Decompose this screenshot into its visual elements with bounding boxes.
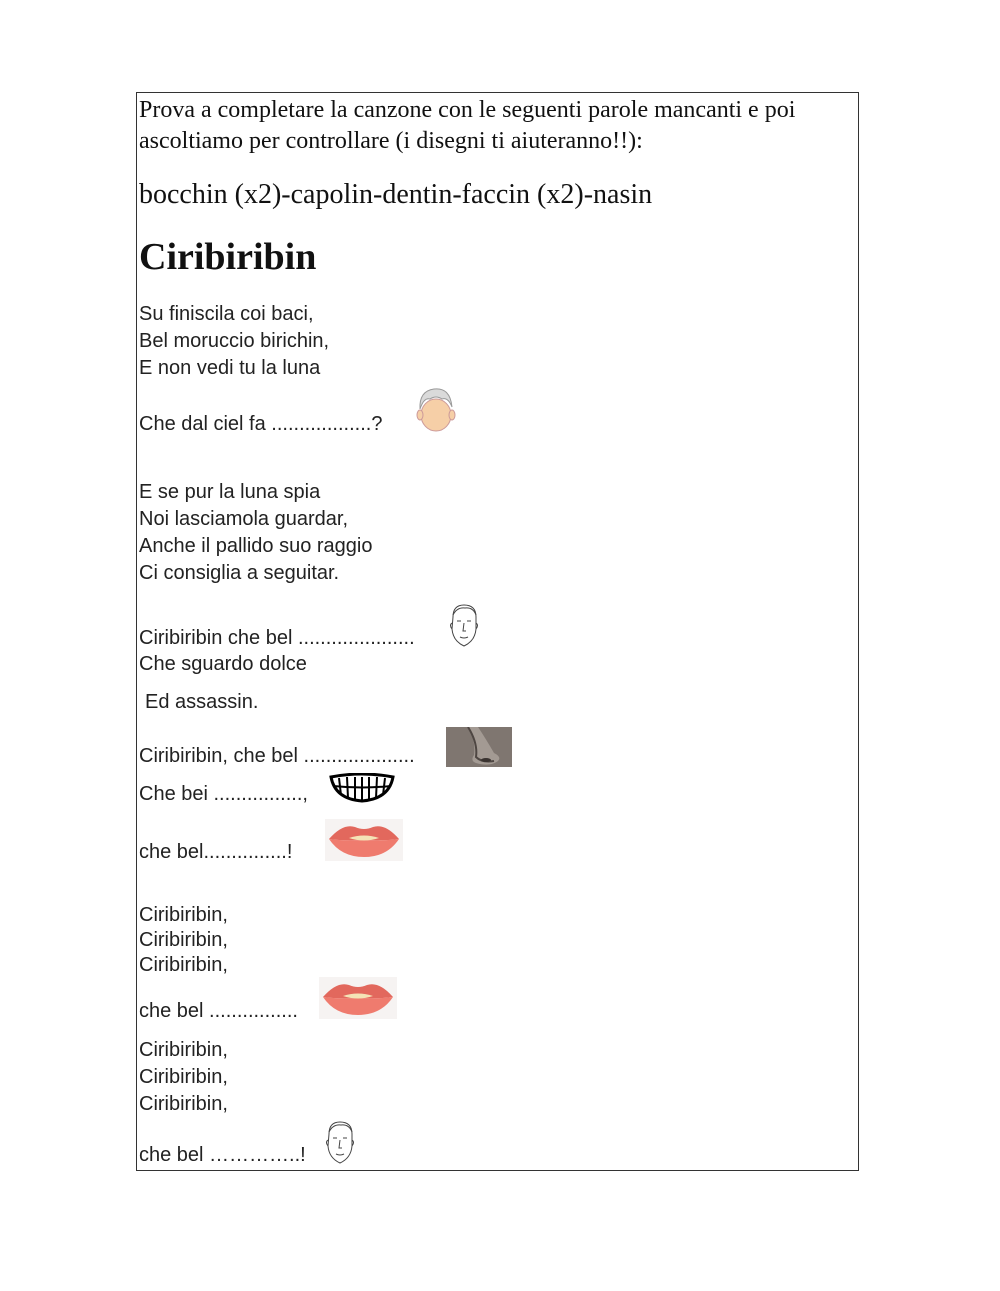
instructions-text: Prova a completare la canzone con le seguenti parole mancanti e poi ascoltiamo per controllare (i disegni ti aiuteranno!!): bbox=[139, 97, 796, 154]
lyric-line: Ciribiribin, bbox=[139, 954, 228, 976]
lyric-line: Ci consiglia a seguitar. bbox=[139, 562, 340, 584]
lyric-line: E se pur la luna spia bbox=[139, 481, 321, 503]
lyric-line: Ciribiribin, bbox=[139, 904, 228, 926]
song-title: Ciribiribin bbox=[139, 236, 317, 278]
face-sketch-icon bbox=[321, 1118, 359, 1166]
blank-line-bocchin-1: che bel...............! bbox=[139, 841, 293, 863]
lyric-line: Noi lasciamola guardar, bbox=[139, 508, 348, 530]
stanza-3 bbox=[139, 903, 228, 978]
blank-line-faccin-1: Ciribiribin che bel ..................... bbox=[139, 627, 415, 649]
face-sketch-icon bbox=[445, 601, 483, 649]
blank-line-capolin: Che dal ciel fa ..................? bbox=[139, 413, 383, 435]
lyric-line: Anche il pallido suo raggio bbox=[139, 535, 373, 557]
head-with-hair-icon bbox=[414, 385, 458, 433]
lyric-line: Bel moruccio birichin, bbox=[139, 330, 330, 352]
lips-icon bbox=[319, 977, 397, 1019]
stanza-1 bbox=[139, 301, 329, 382]
lyric-line-assassin: Ed assassin. bbox=[145, 691, 259, 713]
blank-line-faccin-2: che bel …………..! bbox=[139, 1144, 306, 1166]
lyric-line: Su finiscila coi baci, bbox=[139, 303, 314, 325]
stanza-4 bbox=[139, 1037, 228, 1118]
lyric-line: Ciribiribin, bbox=[139, 1066, 228, 1088]
worksheet-frame bbox=[136, 92, 859, 1171]
word-bank: bocchin (x2)-capolin-dentin-faccin (x2)-nasin bbox=[139, 179, 653, 210]
lyric-line-sguardo: Che sguardo dolce bbox=[139, 653, 307, 675]
stanza-2 bbox=[139, 479, 373, 587]
lyric-line: E non vedi tu la luna bbox=[139, 357, 321, 379]
blank-line-dentin: Che bei ................, bbox=[139, 783, 308, 805]
blank-line-nasin: Ciribiribin, che bel .................... bbox=[139, 745, 415, 767]
lyric-line: Ciribiribin, bbox=[139, 1039, 228, 1061]
lyric-line: Ciribiribin, bbox=[139, 929, 228, 951]
nose-icon bbox=[446, 727, 512, 767]
lyric-line: Ciribiribin, bbox=[139, 1093, 228, 1115]
lips-icon bbox=[325, 819, 403, 861]
teeth-icon bbox=[329, 773, 395, 803]
blank-line-bocchin-2: che bel ................ bbox=[139, 1000, 298, 1022]
